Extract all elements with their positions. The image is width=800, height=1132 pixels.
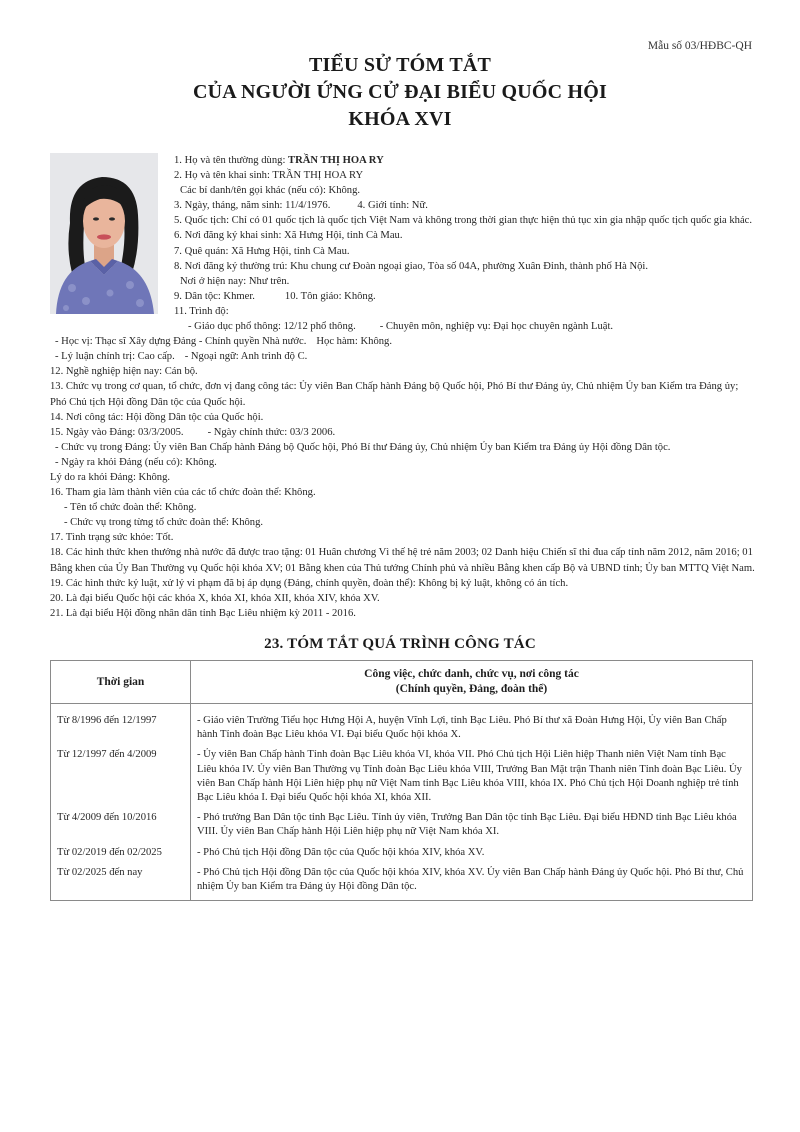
column-header-desc-line1: Công việc, chức danh, chức vụ, nơi công tác xyxy=(364,668,579,680)
row-time: Từ 8/1996 đến 12/1997 xyxy=(51,704,191,747)
birth-date: 3. Ngày, tháng, năm sinh: 11/4/1976. xyxy=(174,200,331,212)
bio-line-11: 11. Trình độ: xyxy=(174,305,229,317)
row-description: - Phó Chủ tịch Hội đồng Dân tộc của Quốc hội khóa XIV, khóa XV. xyxy=(191,844,753,864)
work-history-title: 23. TÓM TẮT QUÁ TRÌNH CÔNG TÁC xyxy=(264,636,536,652)
title-line-1: TIỂU SỬ TÓM TẮT xyxy=(308,54,492,76)
bio-line-15e: Lý do ra khỏi Đảng: Không. xyxy=(50,471,171,483)
form-code: Mẫu số 03/HĐBC-QH xyxy=(647,40,752,52)
bio-line-3 xyxy=(50,198,755,213)
bio-line-12: 12. Nghề nghiệp hiện nay: Cán bộ. xyxy=(50,366,198,378)
bio-section xyxy=(50,153,755,621)
bio-line-1 xyxy=(50,153,755,168)
column-header-time: Thời gian xyxy=(51,661,191,704)
bio-line-13: 13. Chức vụ trong cơ quan, tổ chức, đơn vị đang công tác: Ủy viên Ban Chấp hành Đảng bộ Quốc hội, Phó Bí thư Đảng ủy, Chủ nhiệm Ủy ban Kiểm tra Đảng ủy; Phó Chủ tịch Hội đồng Dân tộc của Quốc hội. xyxy=(50,381,739,408)
row-description: - Giáo viên Trường Tiểu học Hưng Hội A, huyện Vĩnh Lợi, tỉnh Bạc Liêu. Phó Bí thư xã Đoàn Hưng Hội, Ủy viên Ban Chấp hành Tỉnh đoàn Bạc Liêu khóa VI. Đại biểu Quốc hội khóa X. xyxy=(191,704,753,747)
bio-line-15c: - Chức vụ trong Đảng: Ủy viên Ban Chấp hành Đảng bộ Quốc hội, Phó Bí thư Đảng ủy, Chủ nhiệm Ủy ban Kiểm tra Đảng ủy Hội đồng Dân tộc. xyxy=(55,441,671,453)
table-row xyxy=(51,746,753,809)
title-line-3: KHÓA XVI xyxy=(348,108,452,130)
bio-line-21: 21. Là đại biểu Hội đồng nhân dân tỉnh Bạc Liêu nhiệm kỳ 2011 - 2016. xyxy=(50,607,356,619)
row-time: Từ 12/1997 đến 4/2009 xyxy=(51,746,191,809)
table-header-row xyxy=(51,661,753,704)
gender: 4. Giới tính: Nữ. xyxy=(357,200,428,212)
row-time: Từ 02/2019 đến 02/2025 xyxy=(51,844,191,864)
row-description: - Phó Chủ tịch Hội đồng Dân tộc của Quốc hội khóa XIV, khóa XV. Ủy viên Ban Chấp hành Đảng ủy Quốc hội. Phó Bí thư, Chủ nhiệm Ủy ban Kiểm tra Đảng ủy Hội đồng Dân tộc. xyxy=(191,864,753,901)
bio-line-15 xyxy=(50,425,755,440)
column-header-desc-line2: (Chính quyền, Đảng, đoàn thể) xyxy=(395,683,548,695)
bio-line-16b: - Chức vụ trong từng tổ chức đoàn thể: Không. xyxy=(64,517,264,529)
bio-line-16: 16. Tham gia làm thành viên của các tổ chức đoàn thể: Không. xyxy=(50,487,316,499)
table-row xyxy=(51,704,753,747)
bio-line-11e xyxy=(50,349,755,364)
column-header-description xyxy=(191,661,753,704)
academic-degree: - Học vị: Thạc sĩ Xây dựng Đảng - Chính quyền Nhà nước. xyxy=(55,336,307,348)
general-education: - Giáo dục phổ thông: 12/12 phổ thông. xyxy=(188,321,356,333)
table-row xyxy=(51,864,753,901)
bio-line-17: 17. Tình trạng sức khỏe: Tốt. xyxy=(50,532,174,544)
work-history-table xyxy=(50,660,753,901)
bio-line-7: 7. Quê quán: Xã Hưng Hội, tỉnh Cà Mau. xyxy=(174,245,350,257)
political-theory: - Lý luận chính trị: Cao cấp. xyxy=(55,351,175,363)
common-name-label: 1. Họ và tên thường dùng: xyxy=(174,155,289,166)
bio-line-18: 18. Các hình thức khen thưởng nhà nước đã được trao tặng: 01 Huân chương Vì thế hệ trẻ năm 2003; 02 Danh hiệu Chiến sĩ thi đua cấp tỉnh năm 2012, năm 2016; 01 Bằng khen của Ủy Ban Thường vụ Quốc hội khóa XV; 01 Bằng khen của Thủ tướng Chính phủ và nhiều Bằng khen cấp Bộ và UBND tỉnh; Ủy ban MTTQ Việt Nam. xyxy=(50,547,755,574)
bio-line-11c xyxy=(50,334,755,349)
common-name-value: TRẦN THỊ HOA RY xyxy=(288,155,384,166)
bio-line-8: 8. Nơi đăng ký thường trú: Khu chung cư Đoàn ngoại giao, Tòa số 04A, phường Xuân Đỉnh, thành phố Hà Nội. xyxy=(174,260,649,272)
document-title xyxy=(0,52,800,133)
bio-line-11a xyxy=(50,319,755,334)
table-row xyxy=(51,809,753,843)
specialization: - Chuyên môn, nghiệp vụ: Đại học chuyên ngành Luật. xyxy=(379,321,614,333)
bio-line-8b: Nơi ở hiện nay: Như trên. xyxy=(180,275,290,287)
party-official-date: - Ngày chính thức: 03/3 2006. xyxy=(207,426,336,438)
bio-line-5: 5. Quốc tịch: Chỉ có 01 quốc tịch là quốc tịch Việt Nam và không trong thời gian thực hiện thủ tục xin gia nhập quốc tịch quốc gia khác. xyxy=(174,215,753,227)
bio-line-2b: Các bí danh/tên gọi khác (nếu có): Không. xyxy=(180,185,361,197)
row-time: Từ 02/2025 đến nay xyxy=(51,864,191,901)
academic-title: Học hàm: Không. xyxy=(316,336,392,348)
bio-line-20: 20. Là đại biểu Quốc hội các khóa X, khóa XI, khóa XII, khóa XIV, khóa XV. xyxy=(50,592,380,604)
ethnicity: 9. Dân tộc: Khmer. xyxy=(174,290,255,302)
row-description: - Phó trưởng Ban Dân tộc tỉnh Bạc Liêu. Tỉnh ủy viên, Trưởng Ban Dân tộc tỉnh Bạc Liêu. Đại biểu HĐND tỉnh Bạc Liêu khóa VIII. Ủy viên Ban Chấp hành Hội Liên hiệp phụ nữ Việt Nam khóa XI. xyxy=(191,809,753,843)
bio-line-6: 6. Nơi đăng ký khai sinh: Xã Hưng Hội, tỉnh Cà Mau. xyxy=(174,230,403,242)
bio-line-15d: - Ngày ra khỏi Đảng (nếu có): Không. xyxy=(55,456,217,468)
religion: 10. Tôn giáo: Không. xyxy=(284,290,376,302)
row-time: Từ 4/2009 đến 10/2016 xyxy=(51,809,191,843)
foreign-language: - Ngoại ngữ: Anh trình độ C. xyxy=(184,351,308,363)
party-join-date: 15. Ngày vào Đảng: 03/3/2005. xyxy=(50,426,184,438)
title-line-2: CỦA NGƯỜI ỨNG CỬ ĐẠI BIỂU QUỐC HỘI xyxy=(192,81,608,103)
bio-line-16a: - Tên tổ chức đoàn thể: Không. xyxy=(64,502,197,514)
bio-line-2: 2. Họ và tên khai sinh: TRẦN THỊ HOA RY xyxy=(174,170,364,182)
row-description: - Ủy viên Ban Chấp hành Tỉnh đoàn Bạc Liêu khóa VI, khóa VII. Phó Chủ tịch Hội Liên hiệp Thanh niên Việt Nam tỉnh Bạc Liêu khóa IV. Ủy viên Ban Thường vụ Tỉnh đoàn Bạc Liêu khóa VIII, Trưởng Ban Mặt trận Thanh niên Tỉnh đoàn Bạc Liêu. Ủy viên Ban Chấp hành Hội Liên hiệp phụ nữ Việt Nam tỉnh Bạc Liêu khóa VIII, khóa IX. Phó Chủ tịch Hội Doanh nghiệp trẻ tỉnh Bạc Liêu khóa I. Đại biểu Quốc hội khóa XI, khóa XII. xyxy=(191,746,753,809)
bio-line-19: 19. Các hình thức kỷ luật, xử lý vi phạm đã bị áp dụng (Đảng, chính quyền, đoàn thể): Không bị kỷ luật, không có án tích. xyxy=(50,577,569,589)
bio-line-9 xyxy=(50,289,755,304)
table-row xyxy=(51,844,753,864)
bio-line-14: 14. Nơi công tác: Hội đồng Dân tộc của Quốc hội. xyxy=(50,411,264,423)
